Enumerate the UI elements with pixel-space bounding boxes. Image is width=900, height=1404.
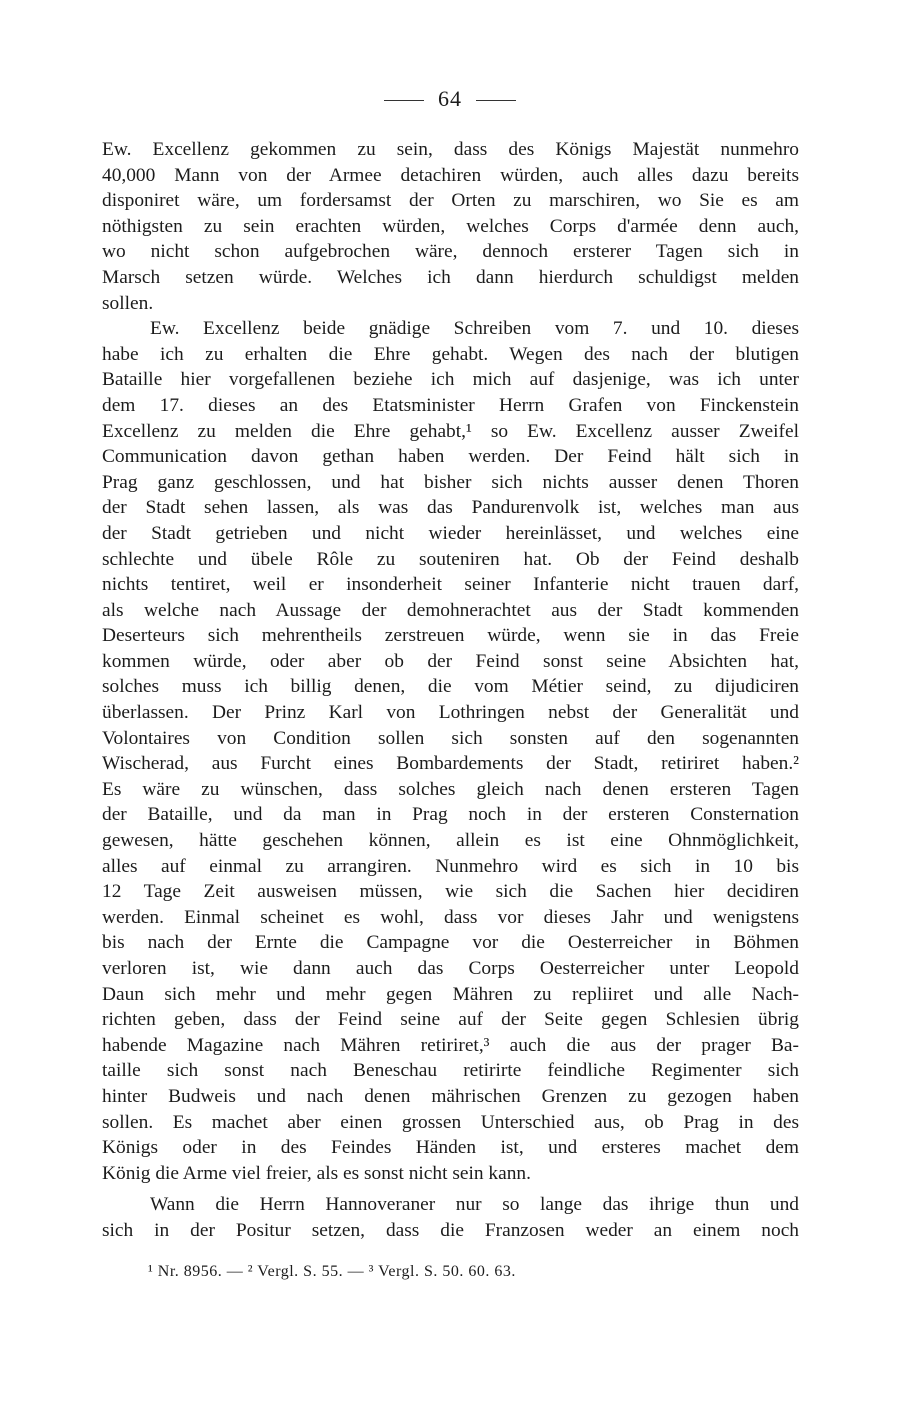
text-line: Wann die Herrn Hannoveraner nur so lange das ihrige thun und: [150, 1194, 799, 1216]
text-line: Deserteurs sich mehrentheils zerstreuen würde, wenn sie in das Freie: [102, 625, 799, 647]
text-line: 40,000 Mann von der Armee detachiren würden, auch alles dazu bereits: [102, 164, 799, 186]
text-line: hinter Budweis und nach denen mährischen Grenzen zu gezogen haben: [102, 1085, 799, 1107]
text-line: dem 17. dieses an des Etatsminister Herrn Grafen von Finckenstein: [102, 394, 799, 416]
text-line: richten geben, dass der Feind seine auf der Seite gegen Schlesien übrig: [102, 1009, 799, 1031]
text-line: Communication davon gethan haben werden. Der Feind hält sich in: [102, 446, 799, 468]
text-line: solches muss ich billig denen, die vom Métier seind, zu dijudiciren: [102, 676, 799, 698]
text-line: habende Magazine nach Mähren retiriret,³ auch die aus der prager Ba-: [102, 1034, 799, 1056]
text-line: Ew. Excellenz beide gnädige Schreiben vom 7. und 10. dieses: [150, 318, 799, 340]
text-line: der Stadt sehen lassen, als was das Pandurenvolk ist, welches man aus: [102, 497, 799, 519]
text-line: Prag ganz geschlossen, und hat bisher sich nichts ausser denen Thoren: [102, 471, 799, 493]
header-dash-right: [476, 100, 516, 101]
text-line: sollen.: [102, 292, 154, 314]
text-line: als welche nach Aussage der demohnerachtet aus der Stadt kommenden: [102, 599, 799, 621]
text-line: Königs oder in des Feindes Händen ist, und ersteres machet dem: [102, 1137, 799, 1159]
text-line: Bataille hier vorgefallenen beziehe ich mich auf dasjenige, was ich unter: [102, 369, 799, 391]
text-line: der Bataille, und da man in Prag noch in der ersteren Consternation: [102, 804, 799, 826]
text-line: alles auf einmal zu arrangiren. Nunmehro wird es sich in 10 bis: [102, 855, 799, 877]
text-line: Daun sich mehr und mehr gegen Mähren zu repliiret und alle Nach-: [102, 983, 799, 1005]
text-line: bis nach der Ernte die Campagne vor die Oesterreicher in Böhmen: [102, 932, 799, 954]
text-line: 12 Tage Zeit ausweisen müssen, wie sich die Sachen hier decidiren: [102, 881, 799, 903]
text-line: nöthigsten zu sein erachten würden, welches Corps d'armée denn auch,: [102, 215, 799, 237]
body-text: [102, 137, 799, 1244]
text-line: Marsch setzen würde. Welches ich dann hierdurch schuldigst melden: [102, 266, 799, 288]
text-line: Volontaires von Condition sollen sich sonsten auf den sogenannten: [102, 727, 799, 749]
page-number: 64: [438, 86, 462, 111]
text-line: werden. Einmal scheinet es wohl, dass vor dieses Jahr und wenigstens: [102, 906, 799, 928]
text-line: überlassen. Der Prinz Karl von Lothringen nebst der Generalität und: [102, 702, 799, 724]
header-dash-left: [384, 100, 424, 101]
text-line: sich in der Positur setzen, dass die Franzosen weder an einem noch: [102, 1219, 799, 1241]
text-line: habe ich zu erhalten die Ehre gehabt. Wegen des nach der blutigen: [102, 343, 799, 365]
text-line: der Stadt getrieben und nicht wieder hereinlässet, und welches eine: [102, 522, 799, 544]
text-line: Wischerad, aus Furcht eines Bombardements der Stadt, retiriret haben.²: [102, 753, 799, 775]
text-line: nichts tentiret, weil er insonderheit seiner Infanterie nicht trauen darf,: [102, 574, 799, 596]
text-line: Excellenz zu melden die Ehre gehabt,¹ so Ew. Excellenz ausser Zweifel: [102, 420, 799, 442]
footnotes: ¹ Nr. 8956. — ² Vergl. S. 55. — ³ Vergl. S. 50. 60. 63.: [148, 1263, 516, 1280]
text-line: schlechte und übele Rôle zu souteniren hat. Ob der Feind deshalb: [102, 548, 799, 570]
text-line: Ew. Excellenz gekommen zu sein, dass des Königs Majestät nunmehro: [102, 139, 799, 160]
text-line: sollen. Es machet aber einen grossen Unterschied aus, ob Prag in des: [102, 1111, 799, 1133]
text-line: kommen würde, oder aber ob der Feind sonst seine Absichten hat,: [102, 650, 799, 672]
text-line: disponiret wäre, um fordersamst der Orten zu marschiren, wo Sie es am: [102, 190, 799, 212]
page-header: [0, 86, 900, 112]
text-line: taille sich sonst nach Beneschau retirirte feindliche Regimenter sich: [102, 1060, 799, 1082]
text-line: wo nicht schon aufgebrochen wäre, dennoch ersterer Tagen sich in: [102, 241, 799, 263]
text-line: Es wäre zu wünschen, dass solches gleich nach denen ersteren Tagen: [102, 778, 799, 800]
text-line: verloren ist, wie dann auch das Corps Oesterreicher unter Leopold: [102, 958, 799, 979]
text-line: König die Arme viel freier, als es sonst nicht sein kann.: [102, 1162, 531, 1184]
text-line: gewesen, hätte geschehen können, allein es ist eine Ohnmöglichkeit,: [102, 830, 799, 852]
